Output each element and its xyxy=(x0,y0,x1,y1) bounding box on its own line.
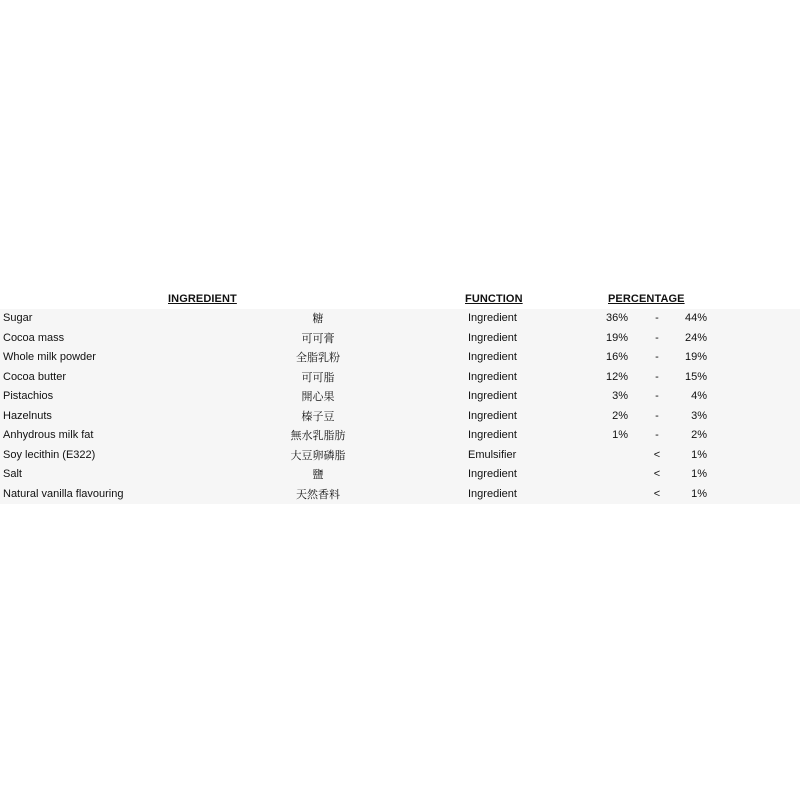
table-row xyxy=(0,426,800,446)
header-function: FUNCTION xyxy=(465,293,523,305)
percentage-max: 4% xyxy=(691,390,707,402)
ingredient-table xyxy=(0,291,800,504)
table-row xyxy=(0,329,800,349)
ingredient-name: Soy lecithin (E322) xyxy=(3,448,96,461)
ingredient-chinese-name: 全脂乳粉 xyxy=(296,351,340,364)
percentage-separator: - xyxy=(655,390,659,402)
percentage-min: 12% xyxy=(605,370,628,383)
ingredient-name: Hazelnuts xyxy=(3,409,52,422)
percentage-max: 1% xyxy=(691,468,707,480)
percentage-separator: < xyxy=(653,487,661,500)
percentage-separator: - xyxy=(655,331,659,344)
table-row xyxy=(0,348,800,368)
ingredient-chinese-name: 大豆卵磷脂 xyxy=(290,448,346,462)
percentage-separator: - xyxy=(655,351,659,363)
ingredient-chinese-name: 天然香料 xyxy=(296,487,340,501)
ingredient-name: Natural vanilla flavouring xyxy=(3,487,124,500)
percentage-max: 3% xyxy=(691,409,707,422)
ingredient-function: Ingredient xyxy=(468,351,517,363)
ingredient-function: Ingredient xyxy=(468,390,517,402)
percentage-separator: - xyxy=(655,312,659,324)
percentage-min: 36% xyxy=(605,312,628,324)
table-row xyxy=(0,485,800,505)
header-ingredient: INGREDIENT xyxy=(168,293,237,305)
table-row xyxy=(0,446,800,466)
percentage-separator: < xyxy=(653,448,661,461)
ingredient-name: Salt xyxy=(3,468,22,480)
percentage-min: 3% xyxy=(612,390,628,402)
percentage-max: 1% xyxy=(691,448,707,461)
percentage-min: 19% xyxy=(605,331,628,344)
ingredient-function: Ingredient xyxy=(468,468,517,480)
percentage-max: 24% xyxy=(684,331,707,344)
table-row xyxy=(0,465,800,485)
table-row xyxy=(0,309,800,329)
ingredient-function: Ingredient xyxy=(468,331,517,344)
ingredient-chinese-name: 開心果 xyxy=(301,390,335,403)
percentage-max: 15% xyxy=(684,370,707,383)
ingredient-function: Ingredient xyxy=(468,370,517,383)
ingredient-chinese-name: 糖 xyxy=(312,312,324,325)
percentage-max: 1% xyxy=(691,487,707,500)
ingredient-chinese-name: 鹽 xyxy=(312,468,324,481)
ingredient-name: Whole milk powder xyxy=(3,351,96,363)
table-row xyxy=(0,407,800,427)
table-row xyxy=(0,368,800,388)
percentage-max: 19% xyxy=(684,351,707,363)
ingredient-name: Cocoa mass xyxy=(3,331,65,344)
ingredient-name: Sugar xyxy=(3,312,33,324)
percentage-min: 2% xyxy=(612,409,628,422)
ingredient-chinese-name: 無水乳脂肪 xyxy=(290,429,346,442)
ingredient-function: Ingredient xyxy=(468,409,517,422)
table-header xyxy=(0,291,800,309)
ingredient-chinese-name: 可可膏 xyxy=(301,331,335,345)
table-body xyxy=(0,309,800,504)
percentage-min: 16% xyxy=(605,351,628,363)
ingredient-chinese-name: 榛子豆 xyxy=(301,409,335,423)
percentage-max: 2% xyxy=(691,429,707,441)
ingredient-chinese-name: 可可脂 xyxy=(301,370,335,384)
ingredient-function: Ingredient xyxy=(468,312,517,324)
ingredient-name: Anhydrous milk fat xyxy=(3,429,94,441)
percentage-separator: - xyxy=(655,429,659,441)
header-percentage: PERCENTAGE xyxy=(608,293,685,305)
ingredient-function: Emulsifier xyxy=(468,448,517,461)
ingredient-function: Ingredient xyxy=(468,429,517,441)
percentage-min: 1% xyxy=(612,429,628,441)
percentage-separator: - xyxy=(655,409,659,422)
percentage-separator: < xyxy=(653,468,661,480)
ingredient-name: Cocoa butter xyxy=(3,370,66,383)
table-row xyxy=(0,387,800,407)
percentage-separator: - xyxy=(655,370,659,383)
ingredient-name: Pistachios xyxy=(3,390,54,402)
percentage-max: 44% xyxy=(684,312,707,324)
ingredient-function: Ingredient xyxy=(468,487,517,500)
